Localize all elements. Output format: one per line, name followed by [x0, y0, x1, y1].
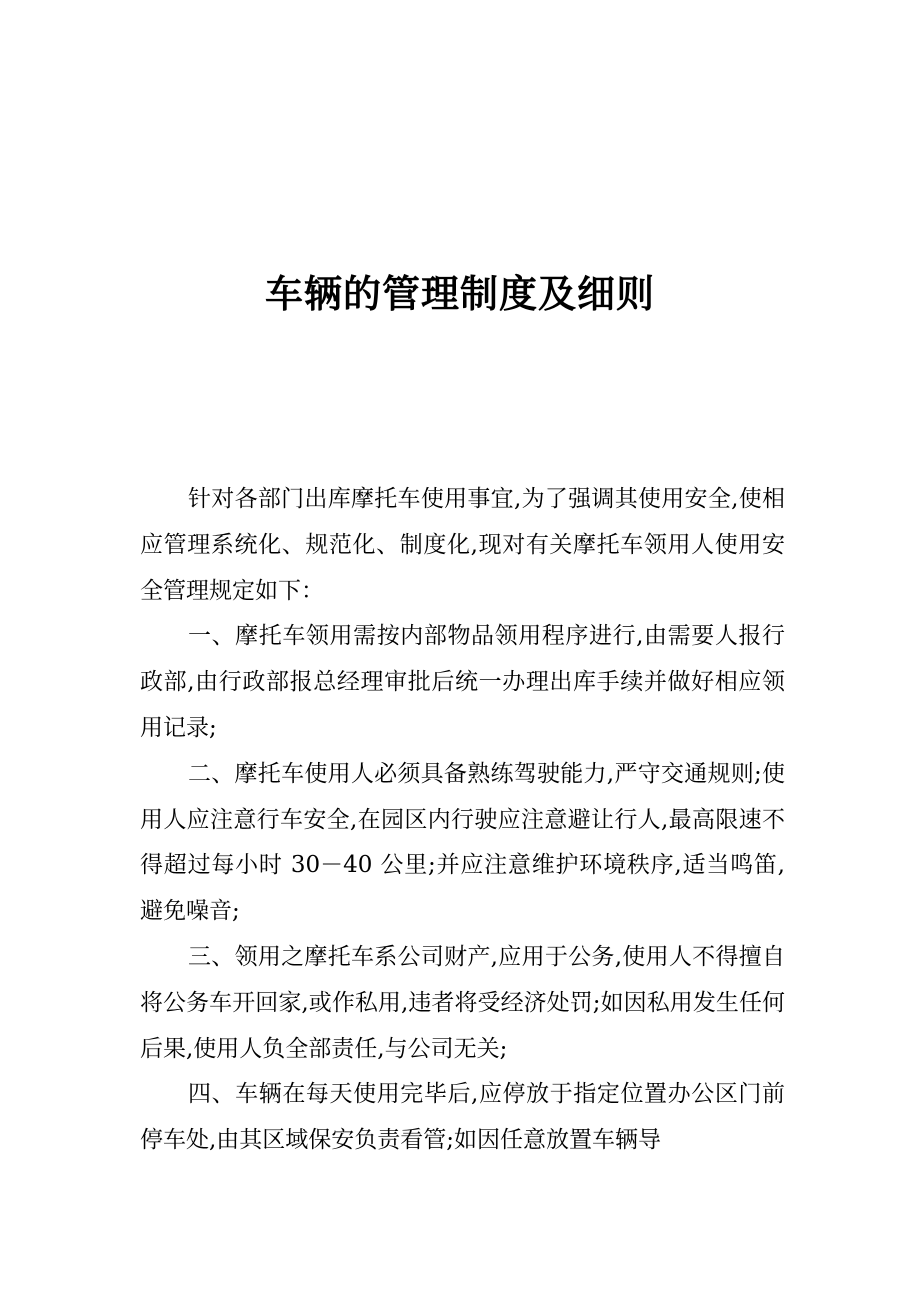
paragraph-rule-2: 二、摩托车使用人必须具备熟练驾驶能力,严守交通规则;使用人应注意行车安全,在园区内行驶应注意避让行人,最高限速不得超过每小时 30－40 公里;并应注意维护环境秩序,适当鸣笛,避免噪音;: [140, 760, 785, 925]
paragraph-rule-4: 四、车辆在每天使用完毕后,应停放于指定位置办公区门前停车处,由其区域保安负责看管;如因任意放置车辆导: [140, 1081, 785, 1154]
document-body: [140, 477, 785, 1164]
paragraph-rule-3: 三、领用之摩托车系公司财产,应用于公务,使用人不得擅自将公务车开回家,或作私用,违者将受经济处罚;如因私用发生任何后果,使用人负全部责任,与公司无关;: [140, 943, 785, 1062]
paragraph-rule-1: 一、摩托车领用需按内部物品领用程序进行,由需要人报行政部,由行政部报总经理审批后统一办理出库手续并做好相应领用记录;: [140, 623, 785, 741]
document-title: 车辆的管理制度及细则: [264, 272, 655, 316]
paragraph-intro: 针对各部门出库摩托车使用事宜,为了强调其使用安全,使相应管理系统化、规范化、制度化,现对有关摩托车领用人使用安全管理规定如下：: [140, 486, 785, 604]
